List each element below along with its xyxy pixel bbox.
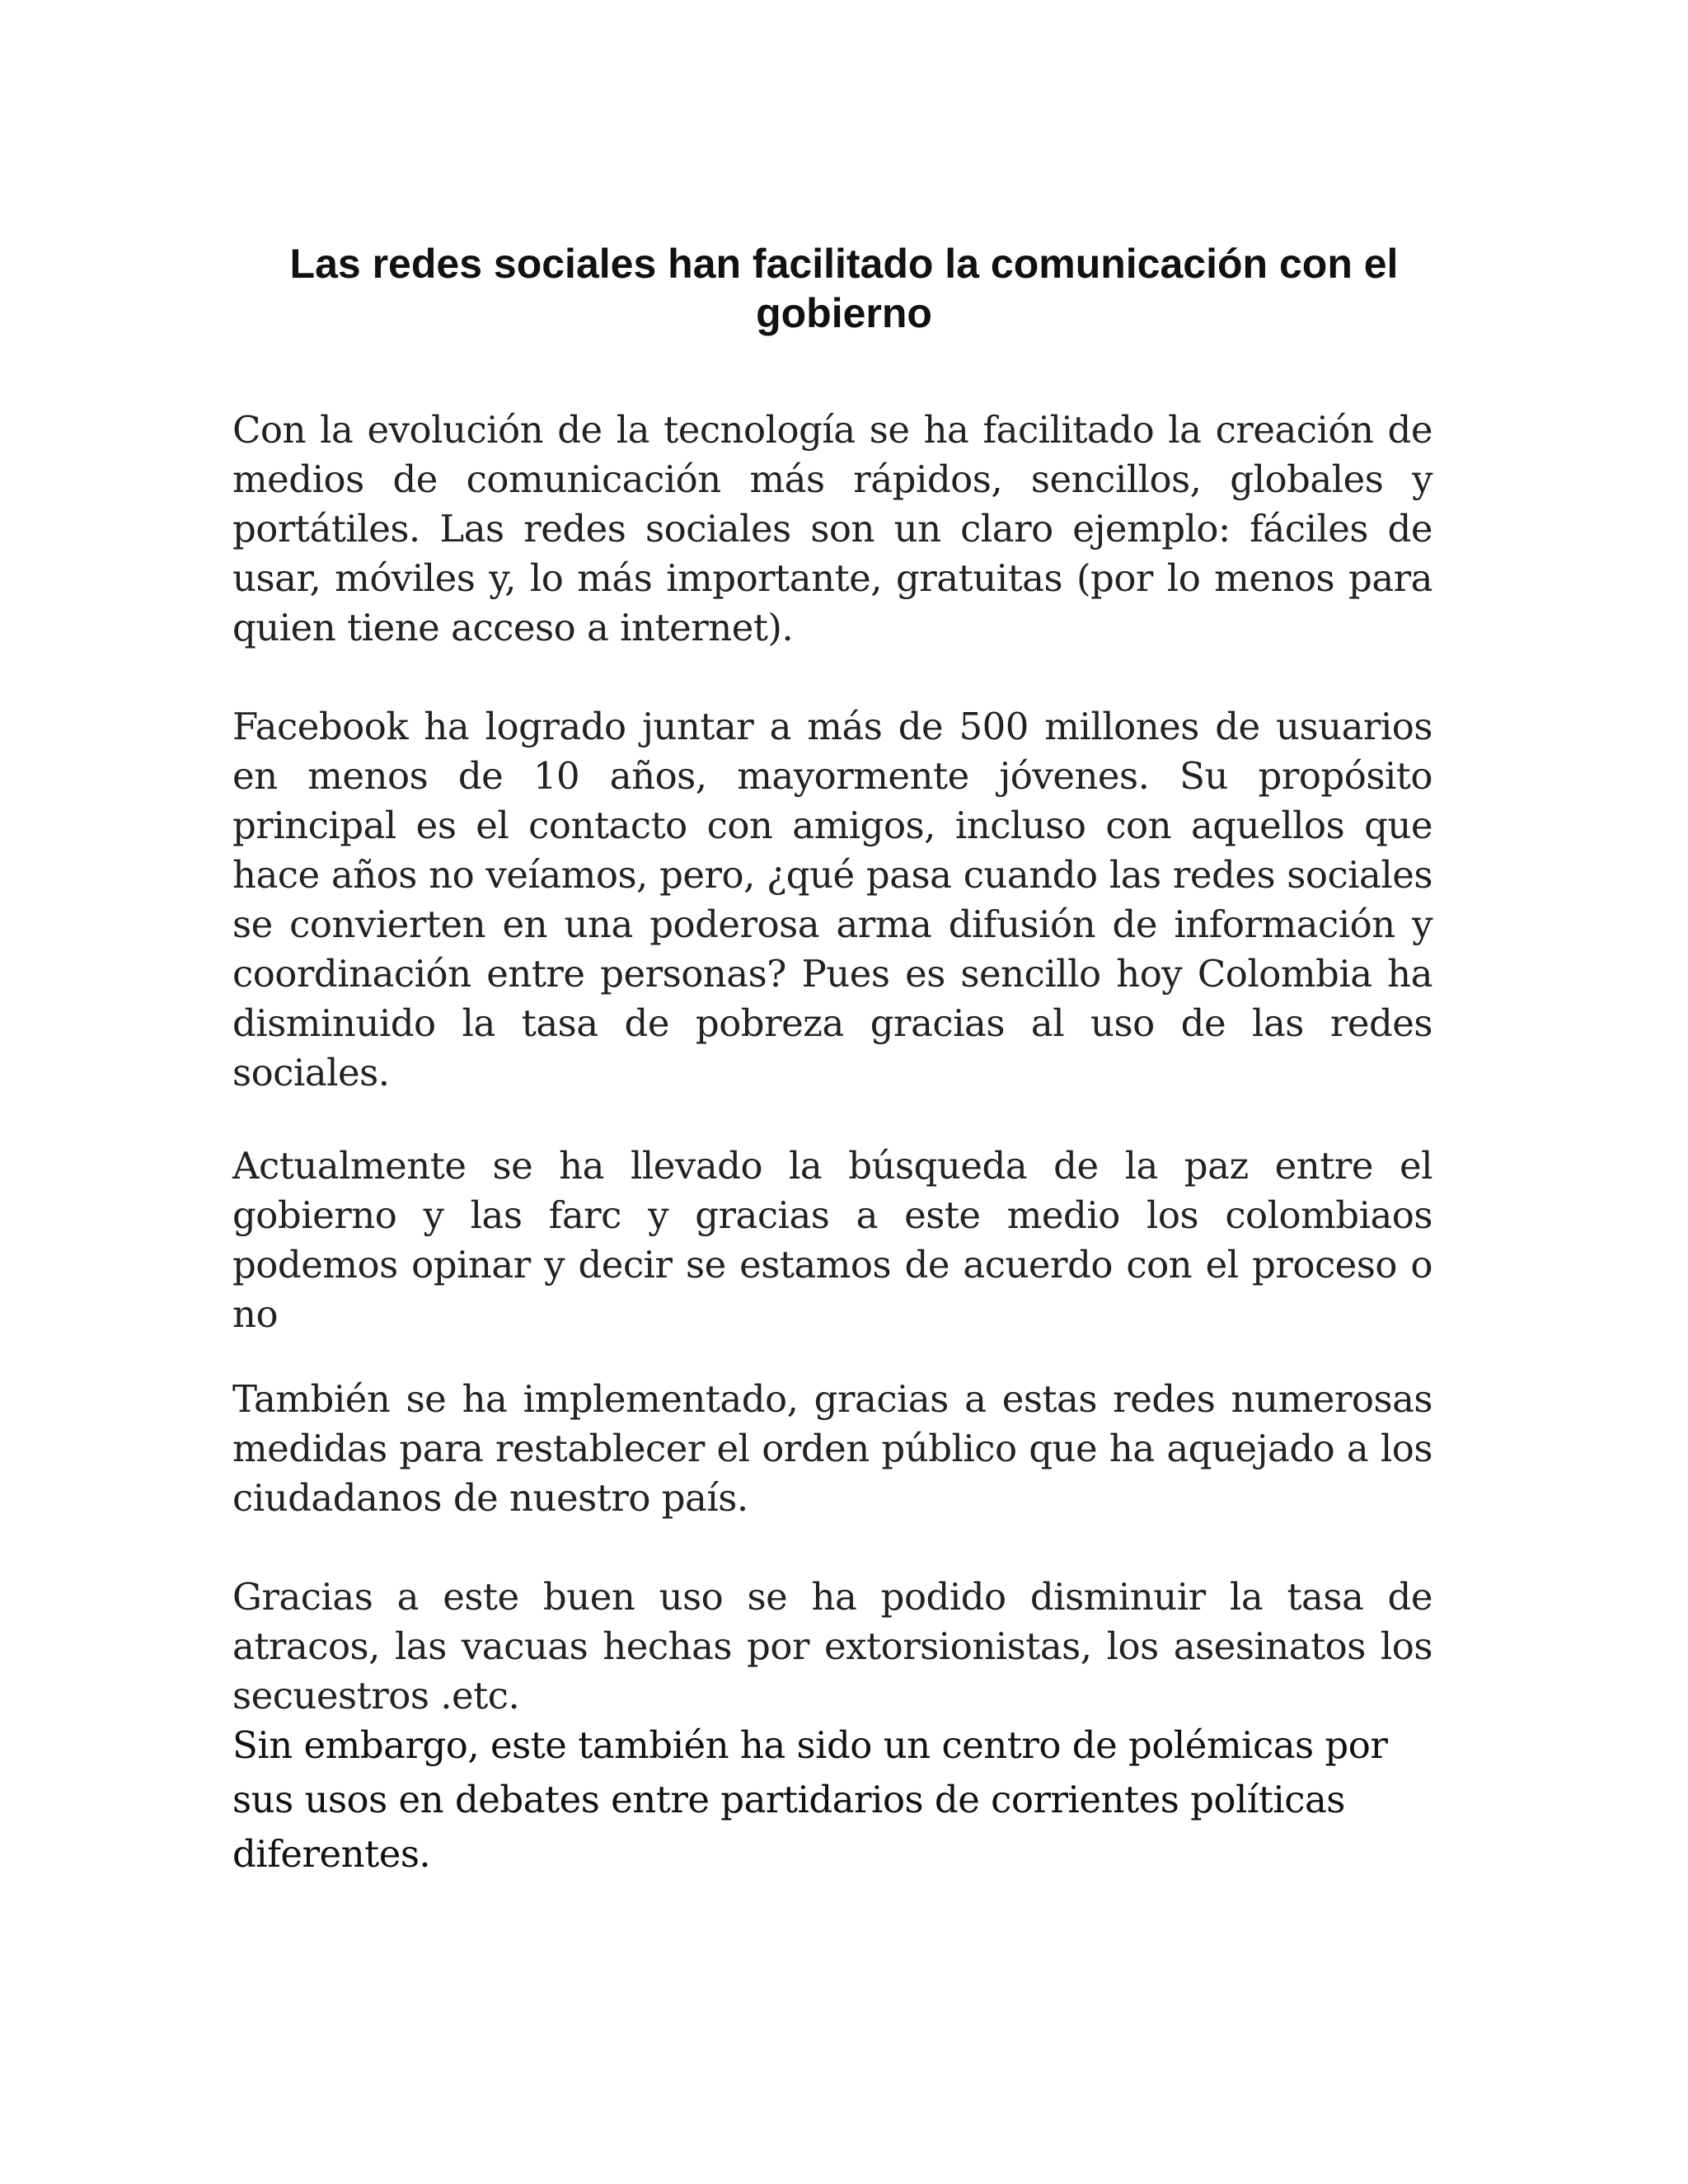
paragraph-5: Gracias a este buen uso se ha podido disminuir la tasa de atracos, las vacuas hechas por extorsionistas, los asesinatos los secuestros .etc. bbox=[232, 1575, 1432, 1718]
paragraph-3: Actualmente se ha llevado la búsqueda de la paz entre el gobierno y las farc y gracias a este medio los colombiaos podemos opinar y decir se estamos de acuerdo con el proceso o no bbox=[232, 1144, 1432, 1336]
paragraph-4: También se ha implementado, gracias a estas redes numerosas medidas para restablecer el orden público que ha aquejado a los ciudadanos de nuestro país. bbox=[232, 1377, 1432, 1520]
paragraph-1: Con la evolución de la tecnología se ha facilitado la creación de medios de comunicación más rápidos, sencillos, globales y portátiles. Las redes sociales son un claro ejemplo: fáciles de usar, móviles y, lo más importante, gratuitas (por lo menos para quien tiene acceso a internet). bbox=[232, 408, 1432, 649]
paragraph-6: Sin embargo, este también ha sido un centro de polémicas por sus usos en debates entre partidarios de corrientes políticas diferentes. bbox=[232, 1723, 1388, 1876]
paragraph-2: Facebook ha logrado juntar a más de 500 millones de usuarios en menos de 10 años, mayormente jóvenes. Su propósito principal es el contacto con amigos, incluso con aquellos que hace años no veíamos, pero, ¿qué pasa cuando las redes sociales se convierten en una poderosa arma difusión de información y coordinación entre personas? Pues es sencillo hoy Colombia ha disminuido la tasa de pobreza gracias al uso de las redes sociales. bbox=[232, 705, 1432, 1094]
document-title: Las redes sociales han facilitado la comunicación con el gobierno bbox=[289, 241, 1399, 336]
